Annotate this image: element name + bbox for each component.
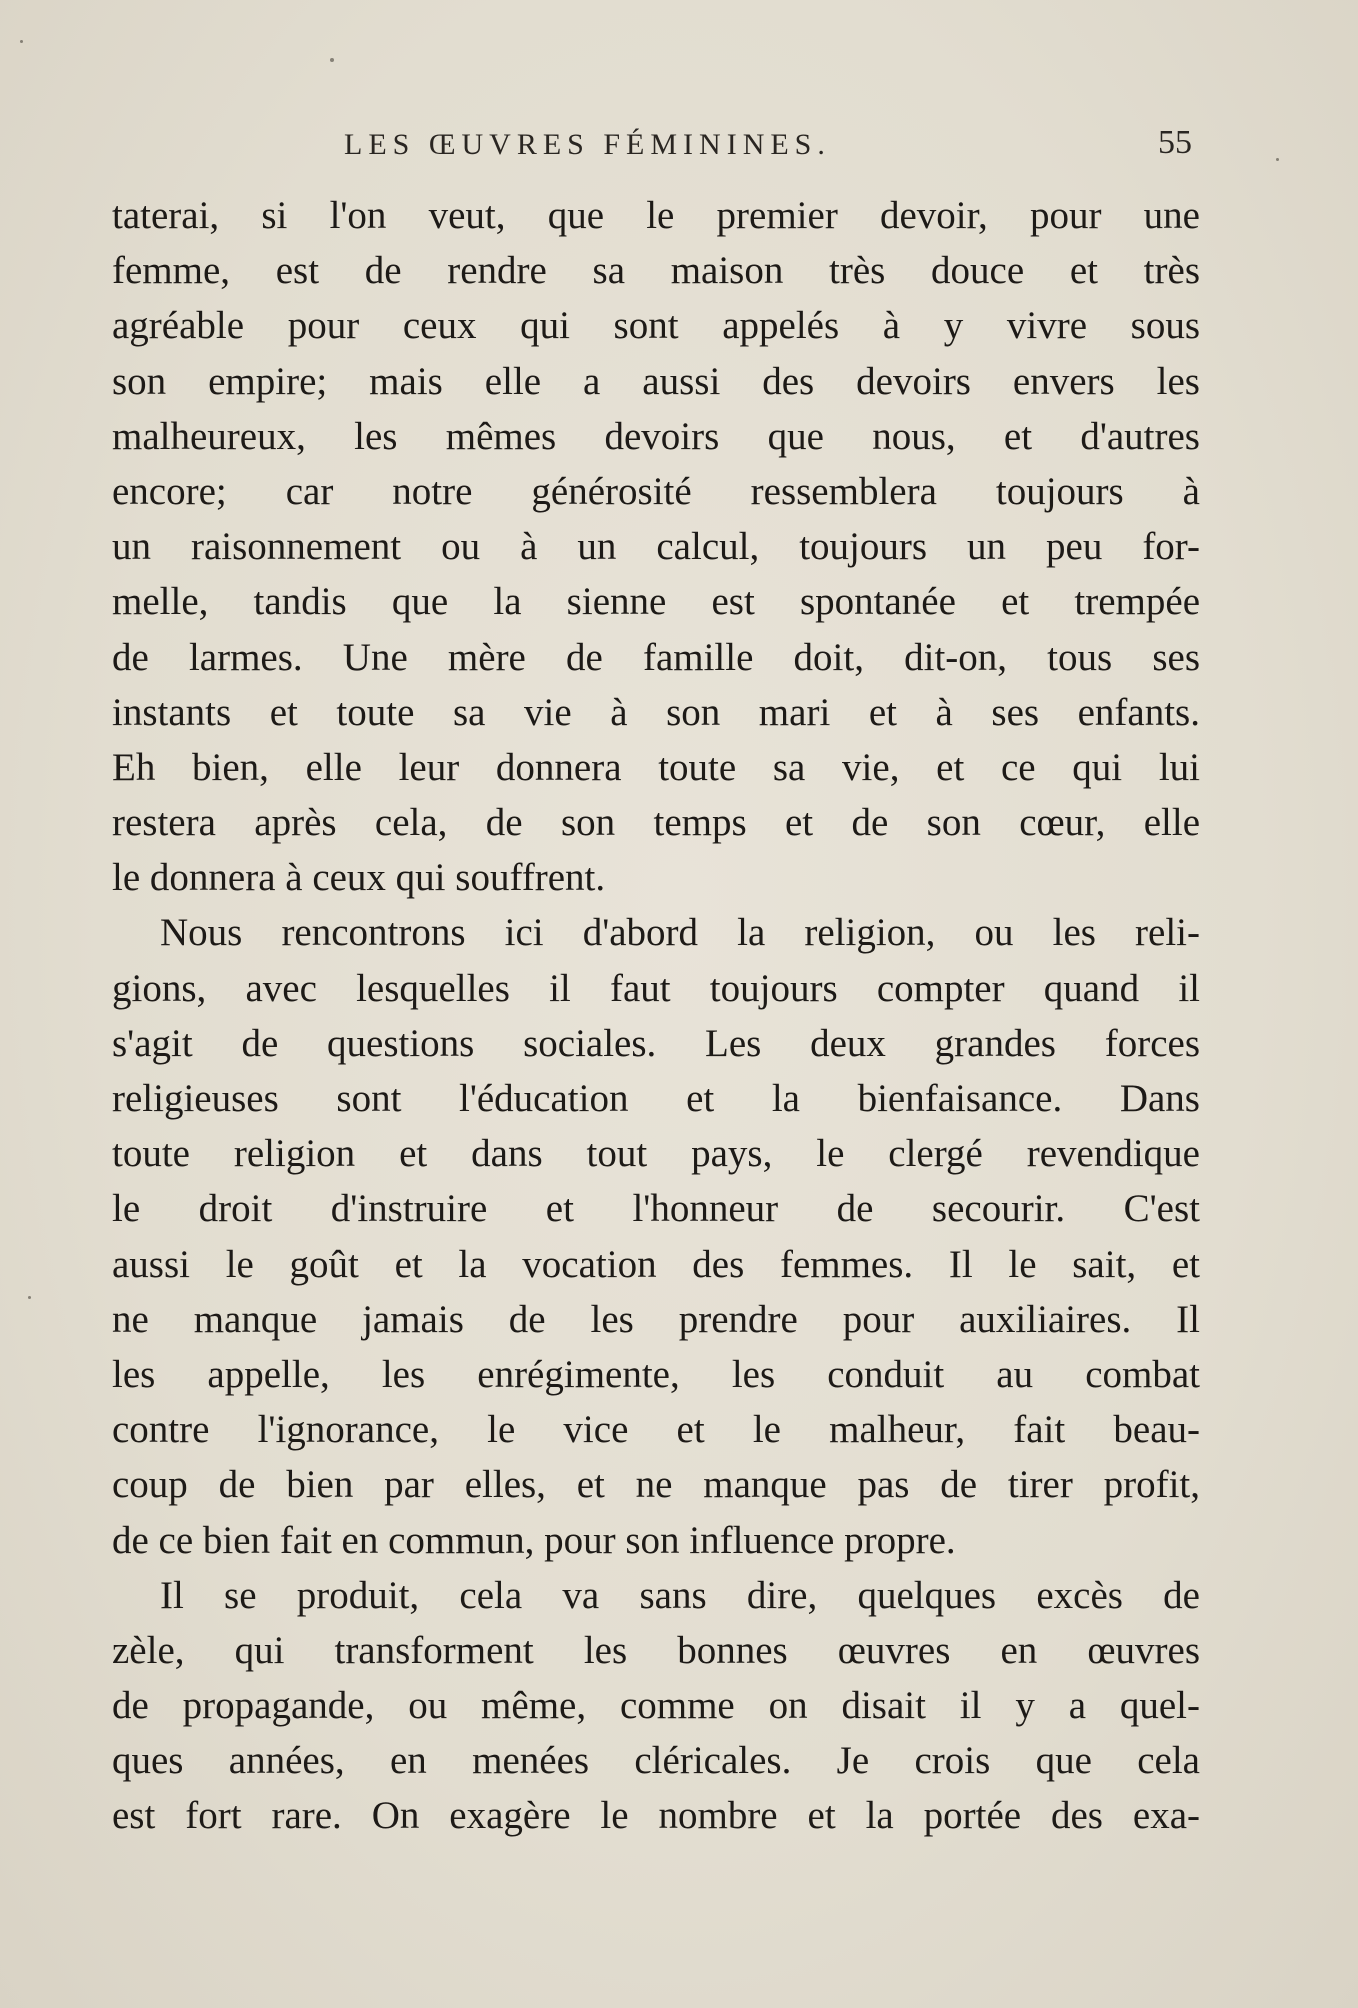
text-line: Il se produit, cela va sans dire, quelques excès de [160, 1573, 1200, 1617]
text-line: restera après cela, de son temps et de son cœur, elle [112, 801, 1200, 845]
body-text [112, 188, 1200, 1844]
paper-speck [28, 1296, 31, 1299]
running-title: LES ŒUVRES FÉMININES. [344, 128, 831, 161]
text-line: melle, tandis que la sienne est spontanée et trempée [112, 580, 1200, 624]
text-line: femme, est de rendre sa maison très douce et très [112, 249, 1200, 293]
text-line: ques années, en menées cléricales. Je crois que cela [112, 1739, 1200, 1783]
running-head [112, 124, 1192, 168]
text-line: Eh bien, elle leur donnera toute sa vie, et ce qui lui [112, 745, 1200, 789]
text-line: religieuses sont l'éducation et la bienfaisance. Dans [112, 1077, 1200, 1120]
text-line: ne manque jamais de les prendre pour auxiliaires. Il [112, 1297, 1200, 1341]
text-line: aussi le goût et la vocation des femmes. Il le sait, et [112, 1242, 1200, 1286]
text-line: coup de bien par elles, et ne manque pas de tirer profit, [112, 1463, 1200, 1507]
text-line: de larmes. Une mère de famille doit, dit-on, tous ses [112, 635, 1200, 679]
text-line: instants et toute sa vie à son mari et à ses enfants. [112, 690, 1200, 734]
page-number: 55 [1158, 124, 1192, 161]
paper-speck [330, 58, 334, 62]
text-line: s'agit de questions sociales. Les deux grandes forces [112, 1021, 1200, 1065]
text-line: de ce bien fait en commun, pour son influence propre. [112, 1518, 956, 1562]
text-line: taterai, si l'on veut, que le premier devoir, pour une [112, 194, 1200, 237]
text-line: contre l'ignorance, le vice et le malheur, fait beau- [112, 1408, 1200, 1452]
text-line: encore; car notre générosité ressemblera toujours à [112, 469, 1200, 513]
paper-speck [1276, 158, 1279, 161]
text-line: un raisonnement ou à un calcul, toujours un peu for- [112, 525, 1200, 569]
text-line: malheureux, les mêmes devoirs que nous, et d'autres [112, 414, 1200, 458]
text-line: le donnera à ceux qui souffrent. [112, 856, 606, 900]
paper-speck [20, 40, 23, 43]
text-line: toute religion et dans tout pays, le clergé revendique [112, 1132, 1200, 1176]
text-line: le droit d'instruire et l'honneur de secourir. C'est [112, 1187, 1200, 1231]
text-line: est fort rare. On exagère le nombre et la portée des exa- [112, 1794, 1200, 1838]
text-line: zèle, qui transforment les bonnes œuvres en œuvres [112, 1628, 1200, 1672]
text-line: de propagande, ou même, comme on disait il y a quel- [112, 1684, 1200, 1728]
text-line: les appelle, les enrégimente, les conduit au combat [112, 1352, 1200, 1396]
text-line: Nous rencontrons ici d'abord la religion, ou les reli- [160, 911, 1200, 955]
text-line: gions, avec lesquelles il faut toujours compter quand il [112, 966, 1200, 1010]
text-line: agréable pour ceux qui sont appelés à y vivre sous [112, 304, 1200, 348]
text-line: son empire; mais elle a aussi des devoirs envers les [112, 359, 1200, 403]
